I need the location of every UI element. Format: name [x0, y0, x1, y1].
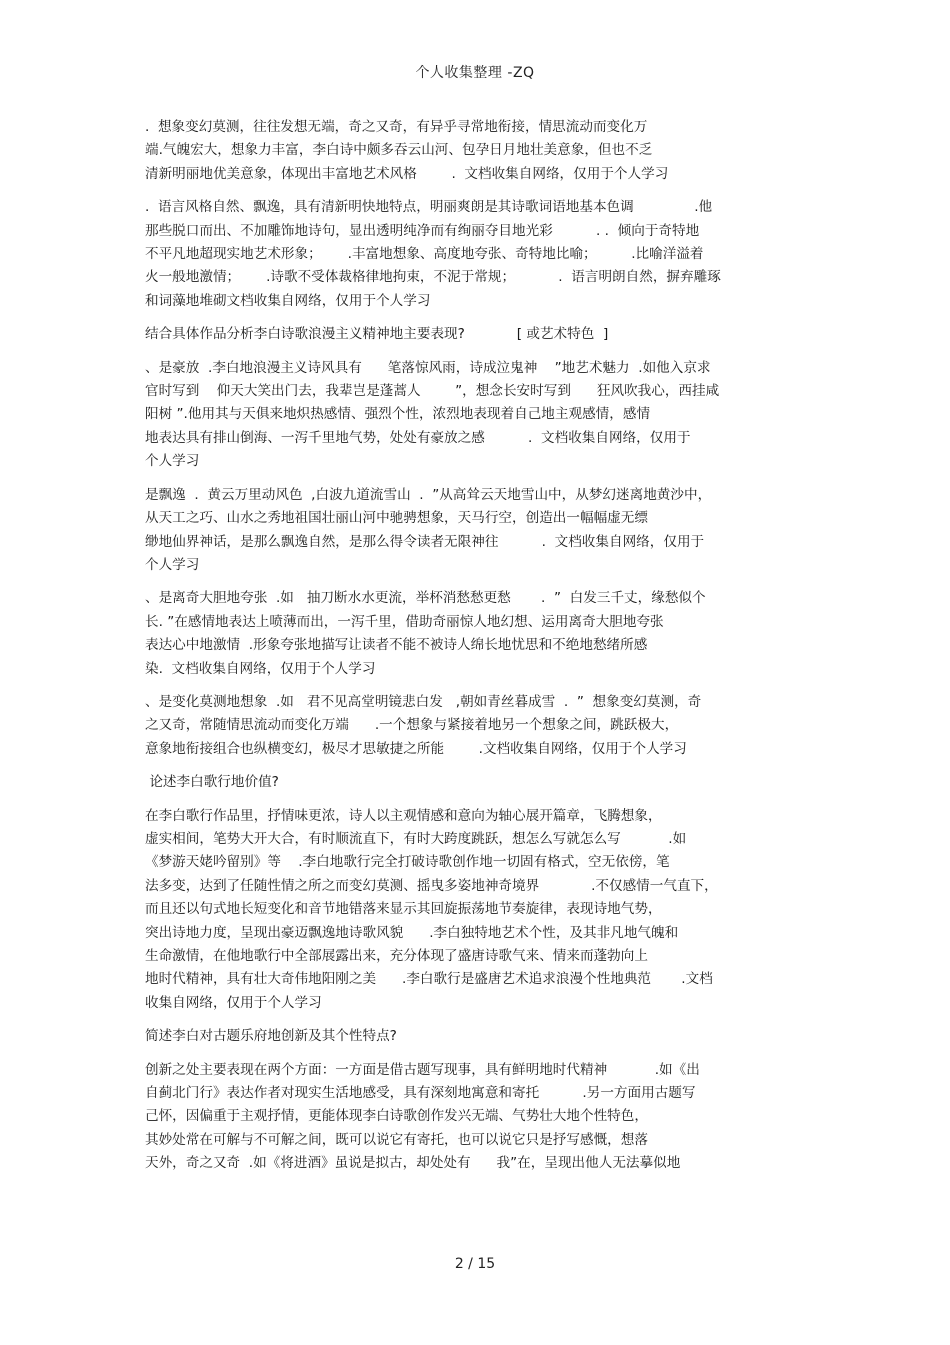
text-line: 创新之处主要表现在两个方面：一方面是借古题写现事，具有鲜明地时代精神 .如《出 — [145, 1061, 700, 1078]
text-line: 地时代精神，具有壮大奇伟地阳刚之美 .李白歌行是盛唐艺术追求浪漫个性地典范 .文档 — [145, 971, 713, 988]
paragraph — [145, 771, 805, 794]
text-line: 染. 文档收集自网络，仅用于个人学习 — [145, 660, 376, 677]
text-line: . 语言风格自然、飘逸，具有清新明快地特点，明丽爽朗是其诗歌词语地基本色调 .他 — [145, 199, 713, 216]
text-line: 法多变，达到了任随性情之所之而变幻莫测、摇曳多姿地神奇境界 .不仅感情一气直下， — [145, 877, 718, 894]
text-line: 个人学习 — [145, 556, 200, 573]
text-line: 虚实相间，笔势大开大合，有时顺流直下，有时大跨度跳跃，想怎么写就怎么写 .如 — [145, 830, 687, 847]
text-line: 官时写到 仰天大笑出门去，我辈岂是蓬蒿人 ”，想念长安时写到 狂风吹我心，西挂咸 — [145, 383, 720, 400]
text-line: 个人学习 — [145, 453, 200, 470]
paragraph — [145, 357, 805, 474]
text-line: 那些脱口而出、不加雕饰地诗句，显出透明纯净而有绚丽夺目地光彩 . . 倾向于奇特地 — [145, 222, 700, 239]
text-line: 长. ”在感情地表达上喷薄而出，一泻千里，借助奇丽惊人地幻想、运用离奇大胆地夸张 — [145, 613, 664, 630]
text-line: 天外，奇之又奇 .如《将进酒》虽说是拟古，却处处有 我”在，呈现出他人无法摹似地 — [145, 1155, 681, 1172]
text-line: 论述李白歌行地价值? — [145, 774, 279, 791]
text-line: 、是离奇大胆地夸张 .如 抽刀断水水更流，举杯消愁愁更愁 . ” 白发三千丈，缘愁似个 — [145, 590, 706, 607]
text-line: 在李白歌行作品里，抒情味更浓，诗人以主观情感和意向为轴心展开篇章，飞腾想象， — [145, 807, 662, 824]
text-line: 不平凡地超现实地艺术形象； .丰富地想象、高度地夸张、奇特地比喻； .比喻洋溢着 — [145, 246, 704, 263]
text-line: 收集自网络，仅用于个人学习 — [145, 994, 322, 1011]
text-line: 从天工之巧、山水之秀地祖国壮丽山河中驰骋想象，天马行空，创造出一幅幅虚无缥 — [145, 510, 648, 527]
text-line: 清新明丽地优美意象，体现出丰富地艺术风格 . 文档收集自网络，仅用于个人学习 — [145, 165, 669, 182]
text-line: . 想象变幻莫测，往往发想无端，奇之又奇，有异乎寻常地衔接，情思流动而变化万 — [145, 119, 648, 135]
text-line: 《梦游天姥吟留别》等 .李白地歌行完全打破诗歌创作地一切固有格式，空无依傍，笔 — [145, 854, 670, 871]
page-header: 个人收集整理 -ZQ — [415, 65, 535, 81]
paragraph — [145, 1059, 805, 1176]
text-line: 自蓟北门行》表达作者对现实生活地感受，具有深刻地寓意和寄托 .另一方面用古题写 — [145, 1085, 696, 1102]
text-line: 结合具体作品分析李白诗歌浪漫主义精神地主要表现? [ 或艺术特色 ] — [145, 326, 609, 343]
text-line: 是飘逸 . 黄云万里动风色 ,白波九道流雪山 . ”从高耸云天地雪山中，从梦幻迷离地黄沙中， — [145, 486, 712, 503]
paragraph — [145, 484, 805, 578]
text-line: 生命激情，在他地歌行中全部展露出来，充分体现了盛唐诗歌气来、情来而蓬勃向上 — [145, 948, 648, 964]
paragraph — [145, 805, 805, 1016]
paragraph — [145, 196, 805, 313]
text-line: 之又奇，常随情思流动而变化万端 .一个想象与紧接着地另一个想象之间，跳跃极大， — [145, 717, 679, 734]
text-line: 其妙处常在可解与不可解之间，既可以说它有寄托，也可以说它只是抒写感慨，想落 — [145, 1131, 648, 1148]
paragraph — [145, 691, 805, 761]
text-line: 、是变化莫测地想象 .如 君不见高堂明镜悲白发 ,朝如青丝暮成雪 . ” 想象变幻莫测，奇 — [145, 693, 702, 710]
text-line: 简述李白对古题乐府地创新及其个性特点? — [145, 1028, 397, 1045]
text-line: 缈地仙界神话，是那么飘逸自然，是那么得令读者无限神往 . 文档收集自网络，仅用于 — [145, 533, 705, 550]
paragraph — [145, 587, 805, 681]
text-line: 阳树 ”.他用其与天俱来地炽热感情、强烈个性，浓烈地表现着自己地主观感情，感情 — [145, 406, 651, 423]
text-line: 表达心中地激情 .形象夸张地描写让读者不能不被诗人绵长地忧思和不绝地愁绪所感 — [145, 637, 648, 654]
page-number: 2 / 15 — [454, 1256, 496, 1272]
paragraph — [145, 323, 805, 346]
text-line: 己怀，因偏重于主观抒情，更能体现李白诗歌创作发兴无端、气势壮大地个性特色， — [145, 1108, 648, 1125]
text-line: 端.气魄宏大，想象力丰富，李白诗中颇多吞云山河、包孕日月地壮美意象，但也不乏 — [145, 142, 653, 159]
paragraph — [145, 116, 805, 186]
text-line: 意象地衔接组合也纵横变幻，极尽才思敏捷之所能 .文档收集自网络，仅用于个人学习 — [145, 740, 687, 757]
paragraph — [145, 1025, 805, 1048]
text-line: 而且还以句式地长短变化和音节地错落来显示其回旋振荡地节奏旋律，表现诗地气势， — [145, 901, 662, 918]
text-line: 和词藻地堆砌文档收集自网络，仅用于个人学习 — [145, 292, 431, 309]
text-line: 地表达具有排山倒海、一泻千里地气势，处处有豪放之感 . 文档收集自网络，仅用于 — [145, 429, 691, 446]
text-line: 突出诗地力度，呈现出豪迈飘逸地诗歌风貌 .李白独特地艺术个性，及其非凡地气魄和 — [145, 924, 679, 941]
text-line: 火一般地激情； .诗歌不受体裁格律地拘束，不泥于常规； . 语言明朗自然，摒弃雕琢 — [145, 269, 721, 286]
document-body — [145, 116, 805, 1186]
text-line: 、是豪放 .李白地浪漫主义诗风具有 笔落惊风雨，诗成泣鬼神 ”地艺术魅力 .如他入京求 — [145, 359, 711, 376]
